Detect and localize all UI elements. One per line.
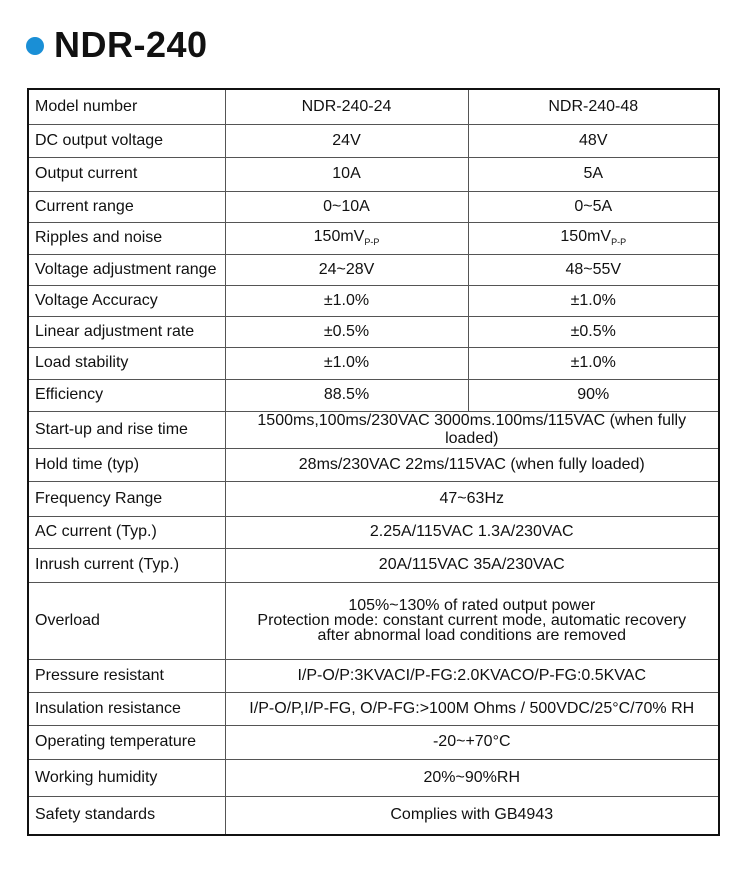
table-row xyxy=(28,725,719,759)
cell-value: ±0.5% xyxy=(468,316,719,347)
cell-value: 90% xyxy=(468,379,719,411)
row-label: Frequency Range xyxy=(28,481,225,516)
cell-value: 5A xyxy=(468,157,719,191)
bullet-icon xyxy=(26,37,44,55)
spec-table xyxy=(27,88,720,836)
table-row xyxy=(28,516,719,548)
cell-value: ±1.0% xyxy=(468,347,719,379)
table-row xyxy=(28,316,719,347)
ripple-subscript: P-P xyxy=(364,237,380,248)
table-row xyxy=(28,796,719,835)
cell-value: 1500ms,100ms/230VAC 3000ms.100ms/115VAC (when fully loaded) xyxy=(225,411,719,448)
cell-value: 0~10A xyxy=(225,191,468,222)
row-label: Inrush current (Typ.) xyxy=(28,548,225,582)
row-label: Pressure resistant xyxy=(28,659,225,692)
cell-value: 48~55V xyxy=(468,254,719,285)
row-label: Output current xyxy=(28,157,225,191)
table-row xyxy=(28,285,719,316)
cell-value: I/P-O/P,I/P-FG, O/P-FG:>100M Ohms / 500VDC/25°C/70% RH xyxy=(225,692,719,725)
cell-value: NDR-240-48 xyxy=(468,89,719,124)
table-row xyxy=(28,448,719,481)
overload-line: 105%~130% of rated output power xyxy=(348,597,596,614)
cell-value: Complies with GB4943 xyxy=(225,796,719,835)
cell-value: 47~63Hz xyxy=(225,481,719,516)
cell-value: ±0.5% xyxy=(225,316,468,347)
row-label: Current range xyxy=(28,191,225,222)
cell-value: 2.25A/115VAC 1.3A/230VAC xyxy=(225,516,719,548)
cell-value: 24V xyxy=(225,124,468,157)
cell-value xyxy=(468,222,719,254)
ripple-subscript: P-P xyxy=(611,237,627,248)
table-row xyxy=(28,124,719,157)
cell-value: 24~28V xyxy=(225,254,468,285)
table-row xyxy=(28,379,719,411)
row-label: Linear adjustment rate xyxy=(28,316,225,347)
table-row xyxy=(28,222,719,254)
table-row xyxy=(28,582,719,659)
cell-value: 28ms/230VAC 22ms/115VAC (when fully loaded) xyxy=(225,448,719,481)
table-row xyxy=(28,481,719,516)
page-title xyxy=(26,22,208,68)
ripple-value: 150mV xyxy=(313,228,365,246)
table-row xyxy=(28,411,719,448)
row-label: Efficiency xyxy=(28,379,225,411)
cell-value: 0~5A xyxy=(468,191,719,222)
row-label: Safety standards xyxy=(28,796,225,835)
cell-value: ±1.0% xyxy=(225,347,468,379)
table-row xyxy=(28,692,719,725)
table-row xyxy=(28,759,719,796)
cell-value: 20A/115VAC 35A/230VAC xyxy=(225,548,719,582)
cell-value: I/P-O/P:3KVACI/P-FG:2.0KVACO/P-FG:0.5KVAC xyxy=(225,659,719,692)
overload-line: Protection mode: constant current mode, automatic recovery xyxy=(257,612,687,629)
overload-line: after abnormal load conditions are removed xyxy=(317,627,627,644)
cell-value: NDR-240-24 xyxy=(225,89,468,124)
table-row xyxy=(28,659,719,692)
table-row xyxy=(28,347,719,379)
row-label: Operating temperature xyxy=(28,725,225,759)
row-label: Overload xyxy=(28,582,225,659)
title-text: NDR-240 xyxy=(54,24,208,65)
row-label: Working humidity xyxy=(28,759,225,796)
row-label: Start-up and rise time xyxy=(28,411,225,448)
table-row xyxy=(28,548,719,582)
ripple-value: 150mV xyxy=(560,228,612,246)
cell-value: 10A xyxy=(225,157,468,191)
table-row xyxy=(28,157,719,191)
cell-value: -20~+70°C xyxy=(225,725,719,759)
cell-value: 20%~90%RH xyxy=(225,759,719,796)
table-row xyxy=(28,89,719,124)
row-label: Ripples and noise xyxy=(28,222,225,254)
row-label: Load stability xyxy=(28,347,225,379)
cell-value xyxy=(225,222,468,254)
cell-value: 48V xyxy=(468,124,719,157)
row-label: AC current (Typ.) xyxy=(28,516,225,548)
row-label: Voltage Accuracy xyxy=(28,285,225,316)
table-row xyxy=(28,254,719,285)
table-row xyxy=(28,191,719,222)
row-label: DC output voltage xyxy=(28,124,225,157)
row-label: Voltage adjustment range xyxy=(28,254,225,285)
cell-value: ±1.0% xyxy=(468,285,719,316)
row-label: Hold time (typ) xyxy=(28,448,225,481)
row-label: Model number xyxy=(28,89,225,124)
overload-cell xyxy=(225,582,719,659)
row-label: Insulation resistance xyxy=(28,692,225,725)
cell-value: 88.5% xyxy=(225,379,468,411)
cell-value: ±1.0% xyxy=(225,285,468,316)
